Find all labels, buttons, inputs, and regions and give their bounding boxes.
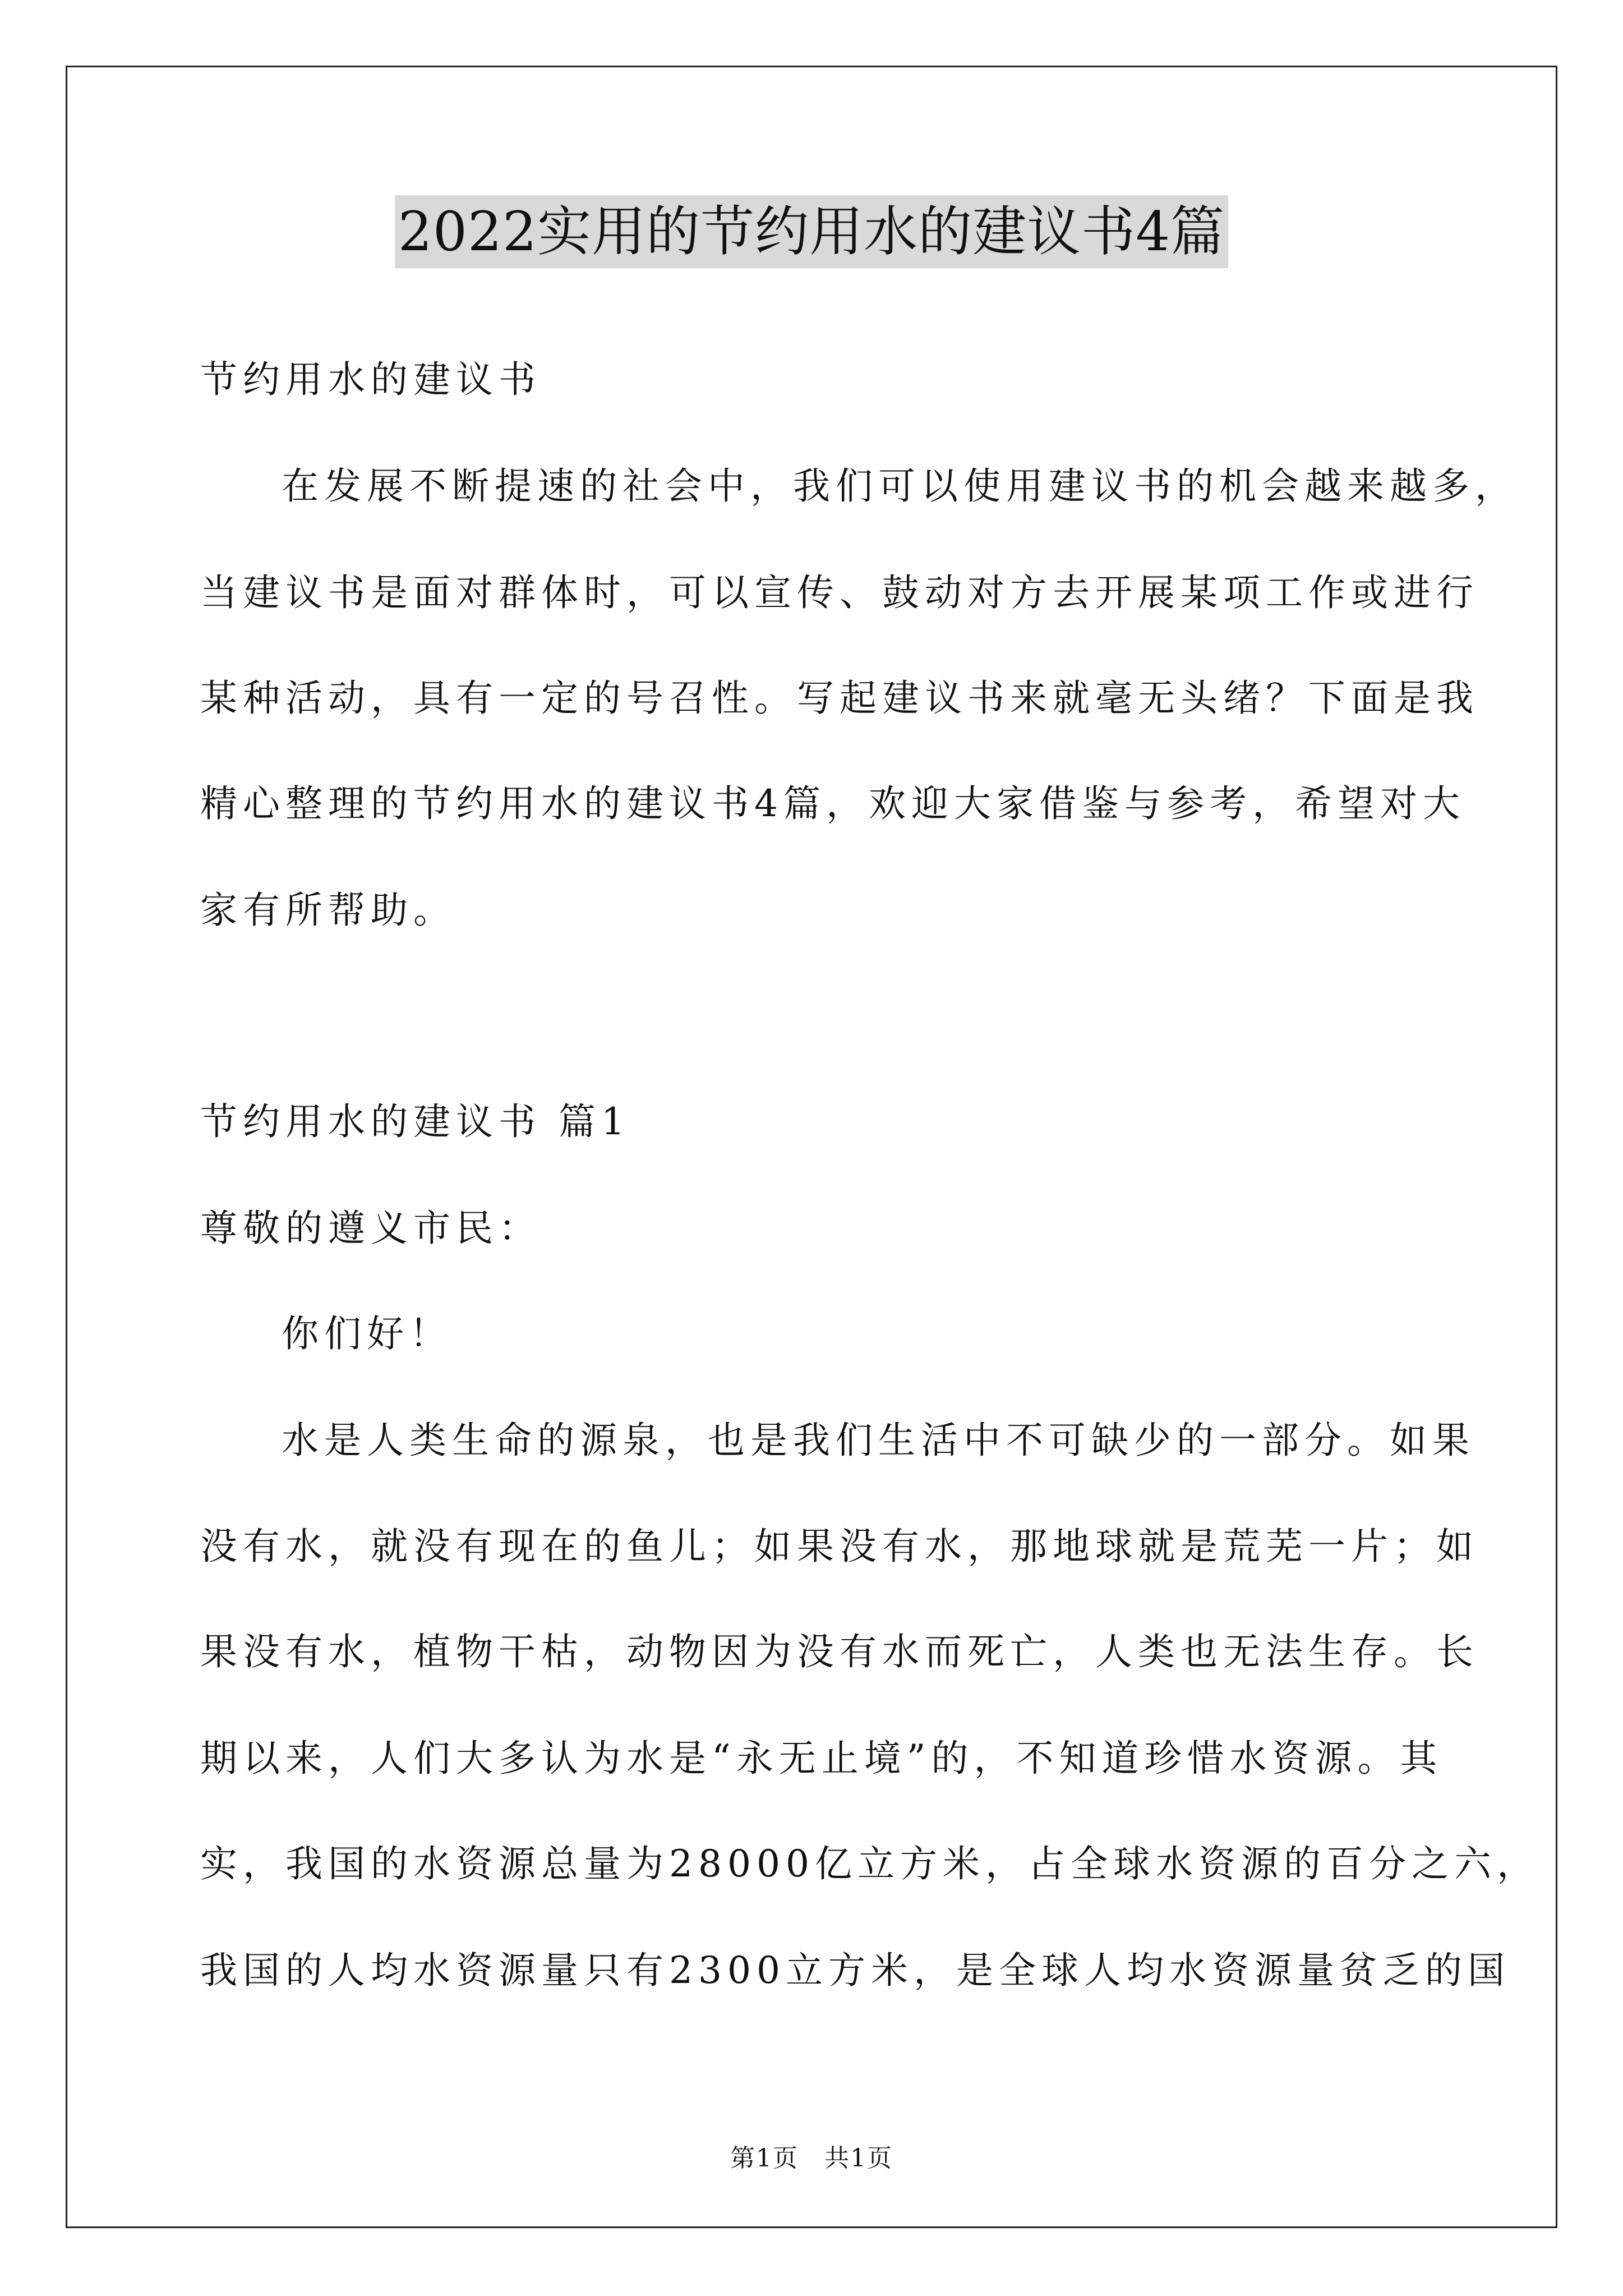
intro-line: 某种活动，具有一定的号召性。写起建议书来就毫无头绪？下面是我 [200, 677, 1479, 720]
body-line: 实，我国的水资源总量为28000亿立方米，占全球水资源的百分之六， [200, 1842, 1539, 1885]
intro-line: 在发展不断提速的社会中，我们可以使用建议书的机会越来越多， [282, 464, 1518, 508]
body-line: 水是人类生命的源泉，也是我们生活中不可缺少的一部分。如果 [282, 1419, 1475, 1462]
page-footer: 第1页 共1页 [730, 2144, 893, 2173]
body-line: 我国的人均水资源量只有2300立方米，是全球人均水资源量贫乏的国 [200, 1949, 1510, 1992]
intro-line: 精心整理的节约用水的建议书4篇，欢迎大家借鉴与参考，希望对大 [200, 782, 1465, 825]
body-line: 没有水，就没有现在的鱼儿；如果没有水，那地球就是荒芜一片；如 [200, 1525, 1479, 1568]
intro-line: 当建议书是面对群体时，可以宣传、鼓动对方去开展某项工作或进行 [200, 571, 1479, 614]
section-heading: 节约用水的建议书 篇1 [200, 1100, 630, 1143]
body-line: 果没有水，植物干枯，动物因为没有水而死亡，人类也无法生存。长 [200, 1630, 1479, 1673]
intro-heading: 节约用水的建议书 [200, 358, 541, 401]
salutation: 尊敬的遵义市民： [200, 1207, 541, 1250]
greeting: 你们好！ [282, 1312, 452, 1355]
body-line: 期以来，人们大多认为水是“永无止境”的，不知道珍惜水资源。其 [200, 1737, 1443, 1780]
document-title: 2022实用的节约用水的建议书4篇 [395, 195, 1228, 268]
title-container [0, 195, 1623, 268]
intro-line: 家有所帮助。 [200, 889, 456, 932]
